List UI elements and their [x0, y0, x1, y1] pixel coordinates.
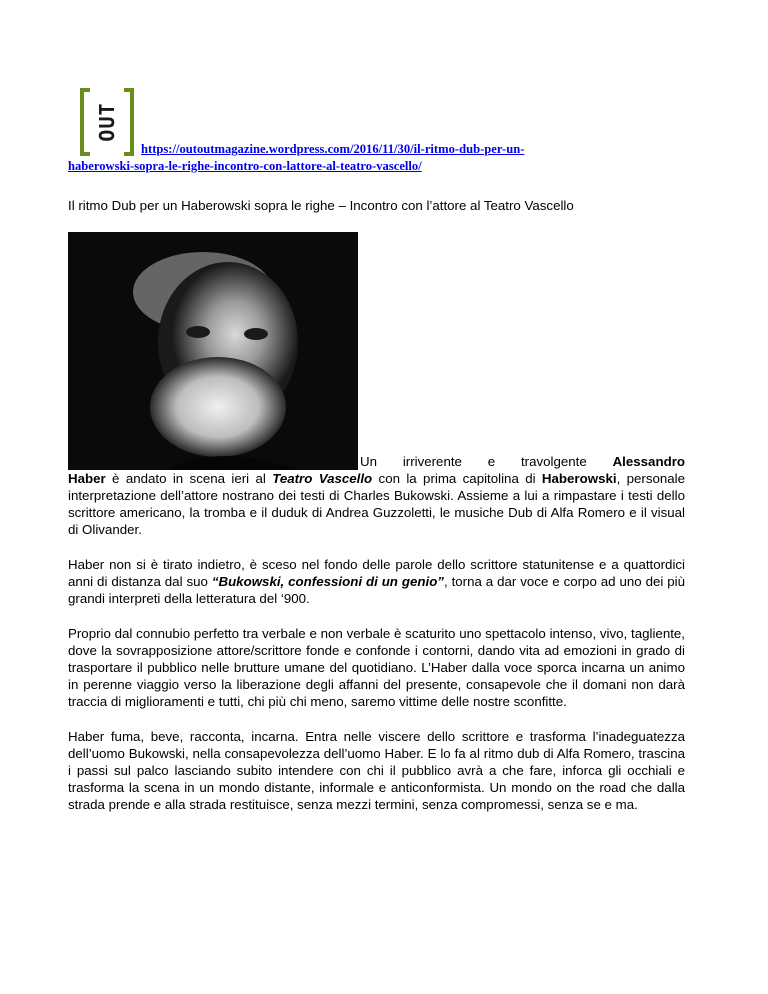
- p2-text-1: Haber non si è tirato indietro, è sceso nel fondo delle parole dello scrittore statunitense e a quattordici anni di distanza dal suo: [68, 557, 685, 589]
- theatre-name: Teatro Vascello: [272, 471, 373, 486]
- header-row: [78, 86, 685, 158]
- p2-text-2: , torna a dar voce e corpo ad uno dei più grandi interpreti della letteratura del ‘900.: [68, 574, 685, 606]
- portrait-photo: [68, 232, 358, 470]
- paragraph-4: Haber fuma, beve, racconta, incarna. Entra nelle viscere dello scrittore e trasforma l’inadeguatezza dell’uomo Bukowski, nella consapevolezza dell’uomo Haber. E lo fa al ritmo dub di Alfa Romero, trascina i passi sul palco lasciando subito intendere con chi il pubblico avrà a che fare, inforca gli occhiali e trasforma la scena in un mondo distante, informale e anticonformista. Un mondo on the road che dalla strada prende e alla strada restituisce, senza mezzi termini, senza compromessi, senza se e ma.: [68, 729, 685, 812]
- logo-text: OUT: [95, 102, 119, 142]
- p1-text-3: , personale interpretazione dell’attore nostrano dei testi di Charles Bukowski. Assieme a lui a rimpastare i testi dello scrittore americano, la tromba e il duduk di Andrea Guzzoletti, le musiche Dub di Alfa Romero e il visual di Olivander.: [68, 471, 686, 537]
- document-page: [68, 86, 686, 813]
- photo-paragraph: [68, 232, 685, 538]
- link-line-1[interactable]: https://outoutmagazine.wordpress.com/2016/11/30/il-ritmo-dub-per-un-: [141, 142, 525, 156]
- actor-name-part1: Alessandro: [612, 454, 685, 469]
- previous-show-title: “Bukowski, confessioni di un genio”: [211, 574, 444, 589]
- paragraph-3: Proprio dal connubio perfetto tra verbale e non verbale è scaturito uno spettacolo intenso, vivo, tagliente, dove la sovrapposizione attore/scrittore fonde e confonde i contorni, dando vita ad emozioni in grado di trasportare il pubblico nelle brutture umane del quotidiano. L’Haber dalla voce sporca incarna un animo in perenne viaggio verso la liberazione degli affanni del presente, consapevole che il domani non darà traccia di miglioramenti e tutti, chi più chi meno, saremo vittime delle nostre sconfitte.: [68, 626, 685, 709]
- paragraph-2: [68, 556, 685, 607]
- show-name: Haberowski: [541, 471, 617, 486]
- out-magazine-logo: [78, 86, 136, 158]
- link-line-2[interactable]: haberowski-sopra-le-righe-incontro-con-lattore-al-teatro-vascello/: [68, 159, 422, 173]
- p1-lead: Un irriverente e travolgente: [360, 454, 613, 469]
- p1-text-2: con la prima capitolina di: [372, 471, 542, 486]
- article-subtitle: Il ritmo Dub per un Haberowski sopra le righe – Incontro con l’attore al Teatro Vascello: [68, 198, 574, 213]
- actor-name-part2: Haber: [68, 471, 106, 486]
- p1-text-1: è andato in scena ieri al: [105, 471, 273, 486]
